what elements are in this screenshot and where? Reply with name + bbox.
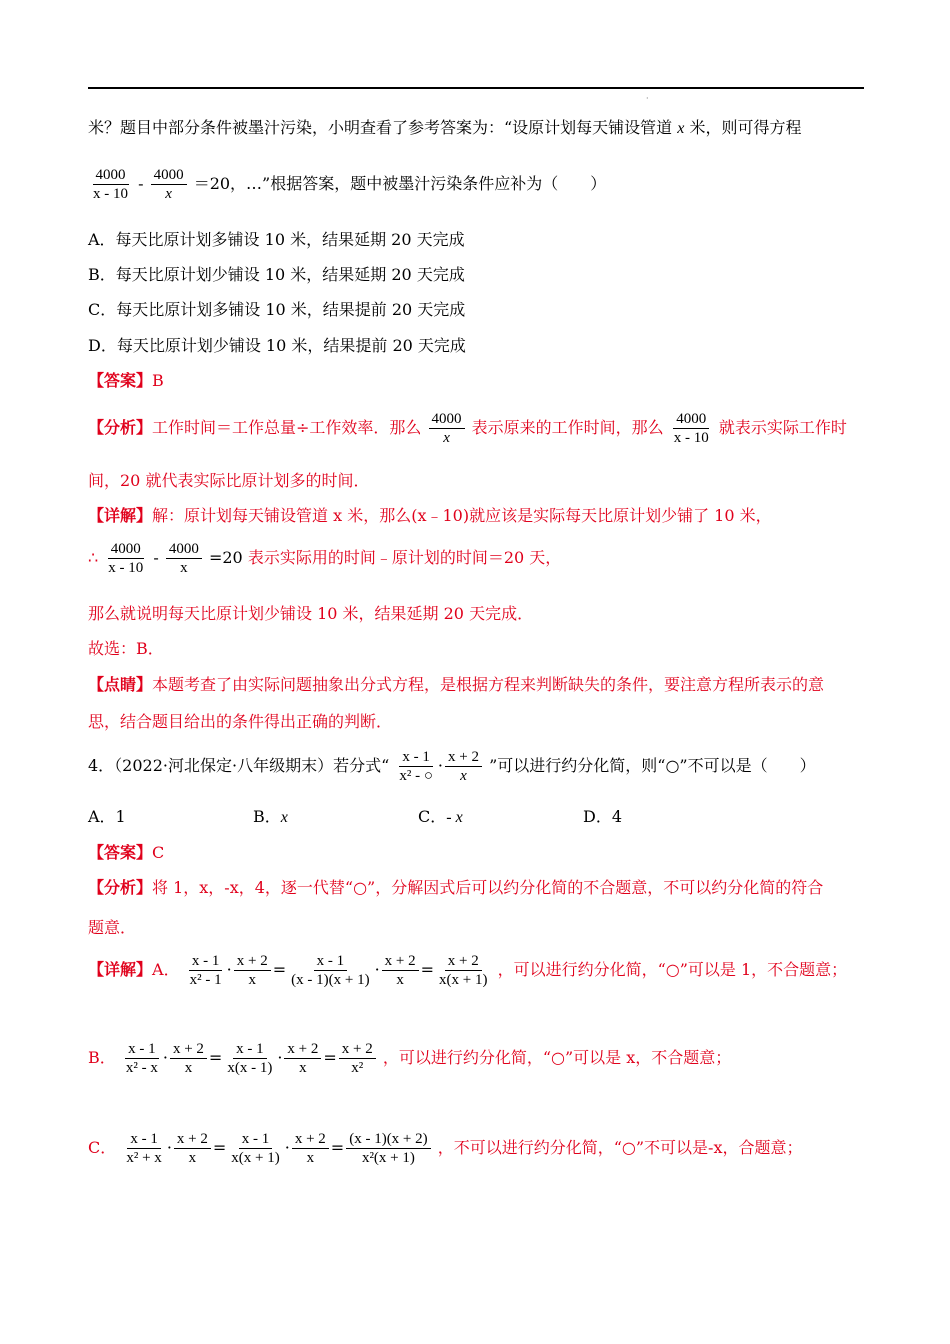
q4-option-d: D．4 (583, 807, 623, 826)
fraction (228, 1130, 282, 1167)
q4-detail-a (88, 952, 847, 989)
text-span: x - 10 (108, 560, 144, 576)
q4-options (88, 806, 748, 829)
text-span: x² (351, 1060, 364, 1076)
text-span: · (166, 1138, 172, 1157)
text-span: · (437, 756, 444, 775)
q4-analysis-line1 (88, 877, 823, 899)
text-span: x - 1 (125, 1040, 159, 1059)
text-span: 【点睛】 (88, 675, 153, 694)
text-span: 米？题目中部分条件被墨汁污染，小明查看了参考答案为：“设原计划每天铺设管道 (88, 118, 673, 137)
q4-stem-fraction-1 (396, 748, 436, 785)
fraction (224, 1040, 275, 1077)
text-span: 4000 (151, 166, 187, 185)
text-span: = (330, 1138, 345, 1157)
text-span: = (420, 960, 435, 979)
text-span: = (208, 1048, 223, 1067)
q3-fraction-2 (151, 166, 187, 203)
text-span: 【详解】 (88, 960, 153, 979)
q4-analysis-line2: 题意． (88, 918, 137, 937)
text-span: x + 2 (339, 1040, 376, 1059)
q3-stem-line1 (88, 117, 802, 140)
text-span: C． (418, 807, 447, 826)
text-span: B． (88, 1048, 116, 1067)
text-span: ＝20，…”根据答案，题中被墨汁污染条件应补为（ ） (193, 174, 607, 193)
q3-detail-fraction-2 (166, 540, 202, 577)
text-span: · (284, 1138, 290, 1157)
fraction (288, 952, 372, 989)
text-span: x - 1 (189, 952, 223, 971)
q3-fraction-1 (90, 166, 131, 203)
text-span: B． (253, 807, 281, 826)
q3-option-c: C．每天比原计划多铺设 10 米，结果提前 20 天完成 (88, 300, 466, 319)
text-span: (x - 1)(x + 2) (346, 1130, 430, 1149)
q4-answer (88, 842, 164, 864)
fraction (382, 952, 419, 989)
text-span: x - 10 (93, 186, 128, 202)
text-span: 表示原来的工作时间，那么 (471, 418, 664, 437)
text-span: x² - x (125, 1060, 158, 1076)
text-span: = (272, 960, 287, 979)
text-span: 【答案】 (88, 371, 153, 390)
text-span: ，不可以进行约分化简，“○”不可以是-x，合题意； (437, 1138, 803, 1157)
q4-option-a: A．1 (88, 807, 126, 826)
q3-comment-line2: 思，结合题目给出的条件得出正确的判断． (88, 712, 393, 731)
text-span: x - 1 (127, 1130, 161, 1149)
text-span: x + 2 (445, 952, 482, 971)
q3-detail-fraction-1 (105, 540, 146, 577)
text-span: x - 1 (233, 1040, 267, 1059)
fraction (187, 952, 225, 989)
text-span: =20 (208, 548, 243, 567)
text-span: 将 1，x，-x，4，逐一代替“○”，分解因式后可以约分化简的不合题意，不可以约分化简的符合 (152, 878, 824, 897)
text-span: ∴ (88, 548, 99, 567)
fraction (123, 1130, 164, 1167)
text-span: x + 2 (284, 1040, 321, 1059)
text-span: 【答案】 (88, 843, 153, 862)
q3-analysis-fraction-2 (671, 410, 712, 447)
header-rule (88, 87, 864, 89)
q4-detail-c (88, 1130, 803, 1167)
text-span: x²(x + 1) (361, 1150, 415, 1166)
text-span: 4000 (166, 540, 202, 559)
fraction (123, 1040, 161, 1077)
text-span: 4000 (673, 410, 709, 429)
text-span: = (323, 1048, 337, 1067)
text-span: x + 2 (445, 748, 482, 767)
fraction (234, 952, 271, 989)
q3-comment-line1 (88, 674, 824, 696)
text-span: B (152, 371, 164, 390)
text-span: ，可以进行约分化简，“○”可以是 x，不合题意； (382, 1048, 732, 1067)
text-span: · (226, 960, 232, 979)
text-span: x + 2 (382, 952, 419, 971)
q3-option-d: D．每天比原计划少铺设 10 米，结果提前 20 天完成 (88, 336, 466, 355)
fraction (346, 1130, 430, 1167)
fraction (170, 1040, 207, 1077)
text-span: x (165, 186, 172, 202)
text-span: x + 2 (174, 1130, 211, 1149)
fraction (436, 952, 490, 989)
text-span: 【分析】 (88, 418, 153, 437)
q3-detail-line2 (88, 540, 561, 577)
text-span: - (153, 548, 159, 567)
text-span: - (138, 174, 144, 193)
q4-stem (88, 748, 816, 785)
text-span: x + 2 (170, 1040, 207, 1059)
text-span: A． (152, 960, 180, 979)
text-span: 4000 (108, 540, 144, 559)
text-span: C． (88, 1138, 117, 1157)
text-span: x(x + 1) (231, 1150, 280, 1166)
q3-analysis-fraction-1 (429, 410, 465, 447)
q3-option-a: A．每天比原计划多铺设 10 米，结果延期 20 天完成 (88, 230, 465, 249)
text-span: 就表示实际工作时 (718, 418, 847, 437)
text-span: = (212, 1138, 227, 1157)
text-span: 本题考查了由实际问题抽象出分式方程，是根据方程来判断缺失的条件，要注意方程所表示的意 (152, 675, 825, 694)
text-span: x² + x (126, 1150, 162, 1166)
text-span: 4000 (429, 410, 465, 429)
fraction (292, 1130, 329, 1167)
text-span: x (299, 1060, 307, 1076)
text-span: · (162, 1048, 168, 1067)
text-span: x - 1 (314, 952, 348, 971)
text-span: x(x - 1) (227, 1060, 273, 1076)
text-span: C (152, 843, 165, 862)
fraction (284, 1040, 321, 1077)
text-span: x (306, 1150, 315, 1166)
text-span: x² - ○ (399, 768, 433, 784)
text-span: x(x + 1) (439, 972, 488, 988)
fraction (174, 1130, 211, 1167)
fraction (339, 1040, 376, 1077)
text-span: x + 2 (292, 1130, 329, 1149)
q3-stem-line2 (88, 166, 606, 203)
text-span: · (277, 1048, 283, 1067)
text-span: x (280, 809, 288, 826)
q3-choose: 故选：B． (88, 639, 164, 658)
q3-answer (88, 370, 164, 392)
text-span: 【分析】 (88, 878, 153, 897)
q3-option-b: B．每天比原计划少铺设 10 米，结果延期 20 天完成 (88, 265, 465, 284)
text-span: 工作时间＝工作总量÷工作效率．那么 (152, 418, 422, 437)
text-span: x - 1 (239, 1130, 273, 1149)
header-dot: · (646, 94, 649, 103)
text-span: 米，则可得方程 (689, 118, 802, 137)
q3-detail-line1 (88, 505, 772, 527)
text-span: - x (446, 809, 463, 826)
q3-analysis-line1 (88, 410, 847, 447)
text-span: x (188, 1150, 197, 1166)
text-span: x + 2 (234, 952, 271, 971)
text-span: x (396, 972, 404, 988)
q3-detail-line3: 那么就说明每天比原计划少铺设 10 米，结果延期 20 天完成． (88, 604, 534, 623)
text-span: 4000 (93, 166, 129, 185)
text-span: 表示实际用的时间﹣原计划的时间＝20 天， (247, 548, 562, 567)
text-span: 解：原计划每天铺设管道 x 米，那么(x﹣10)就应该是实际每天比原计划少铺了 10 米， (152, 506, 772, 525)
text-span: x (184, 1060, 193, 1076)
text-span: x - 10 (673, 430, 709, 446)
text-span: x (180, 560, 188, 576)
q4-option-c (418, 806, 583, 829)
text-span: x (460, 768, 467, 784)
q3-analysis-line2: 间，20 就代表实际比原计划多的时间． (88, 471, 370, 490)
text-span: ，可以进行约分化简，“○”可以是 1，不合题意； (497, 960, 848, 979)
text-span: x (248, 972, 256, 988)
text-span: 【详解】 (88, 506, 153, 525)
text-span: ”可以进行约分化简，则“○”不可以是（ ） (489, 756, 816, 775)
text-span: (x - 1)(x + 1) (291, 972, 370, 988)
q4-stem-fraction-2 (445, 748, 482, 785)
text-span: x - 1 (399, 748, 433, 767)
text-span: 4．（2022·河北保定·八年级期末）若分式“ (88, 756, 390, 775)
q4-option-b (253, 806, 418, 829)
text-span: x (677, 120, 685, 137)
text-span: x² - 1 (189, 972, 222, 988)
q4-detail-b (88, 1040, 731, 1077)
text-span: x (443, 430, 450, 446)
text-span: · (374, 960, 380, 979)
